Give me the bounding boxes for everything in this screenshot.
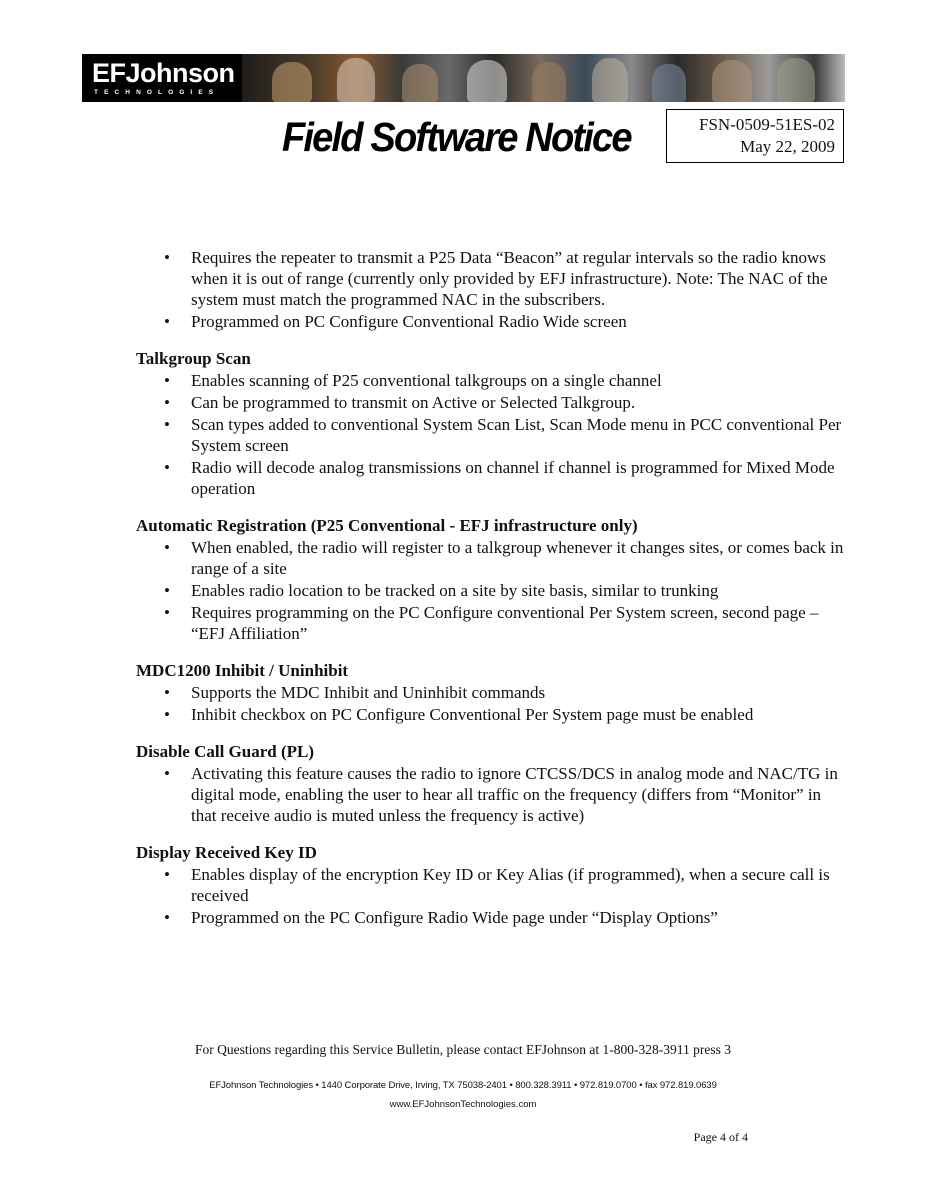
logo-text: EFJohnson bbox=[92, 58, 235, 88]
section-heading: Talkgroup Scan bbox=[136, 349, 251, 368]
bullet-item: • Programmed on the PC Configure Radio Wide page under “Display Options” bbox=[136, 907, 846, 928]
bullet-item: • When enabled, the radio will register to a talkgroup whenever it changes sites, or comes back in range of a site bbox=[136, 537, 846, 579]
notice-id-box bbox=[666, 109, 844, 163]
section-mdc1200 bbox=[136, 660, 846, 725]
document-title: Field Software Notice bbox=[282, 114, 631, 160]
section-heading: MDC1200 Inhibit / Uninhibit bbox=[136, 661, 349, 680]
bullet-item: • Enables scanning of P25 conventional talkgroups on a single channel bbox=[136, 370, 846, 391]
bullet-list bbox=[136, 370, 846, 499]
bullet-item: • Supports the MDC Inhibit and Uninhibit commands bbox=[136, 682, 846, 703]
section-talkgroup-scan bbox=[136, 348, 846, 499]
bullet-item: • Enables radio location to be tracked on a site by site basis, similar to trunking bbox=[136, 580, 846, 601]
bullet-item: • Scan types added to conventional System Scan List, Scan Mode menu in PCC conventional Per System screen bbox=[136, 414, 846, 456]
notice-date: May 22, 2009 bbox=[740, 137, 835, 156]
bullet-item: • Activating this feature causes the radio to ignore CTCSS/DCS in analog mode and NAC/TG in digital mode, enabling the user to hear all traffic on the frequency (differs from “Monitor” in that receive audio is muted unless the frequency is active) bbox=[136, 763, 846, 826]
footer-address: EFJohnson Technologies • 1440 Corporate Drive, Irving, TX 75038-2401 • 800.328.3911 • 972.819.0700 • fax 972.819.0639 bbox=[209, 1080, 717, 1091]
bullet-list bbox=[136, 247, 846, 332]
bullet-item: • Enables display of the encryption Key ID or Key Alias (if programmed), when a secure call is received bbox=[136, 864, 846, 906]
notice-number: FSN-0509-51ES-02 bbox=[698, 115, 835, 134]
bullet-list bbox=[136, 864, 846, 928]
bullet-item: • Programmed on PC Configure Conventional Radio Wide screen bbox=[136, 311, 846, 332]
document-body bbox=[136, 246, 846, 928]
footer-contact: For Questions regarding this Service Bulletin, please contact EFJohnson at 1-800-328-3911 press 3 bbox=[194, 1042, 732, 1057]
banner-photo-strip bbox=[242, 54, 845, 102]
bullet-item: • Requires the repeater to transmit a P25 Data “Beacon” at regular intervals so the radio knows when it is out of range (currently only provided by EFJ infrastructure). Note: The NAC of the system must match the programmed NAC in the subscribers. bbox=[136, 247, 846, 310]
section-disable-call-guard bbox=[136, 741, 846, 826]
bullet-list bbox=[136, 682, 846, 725]
company-logo bbox=[82, 54, 242, 102]
bullet-list bbox=[136, 763, 846, 826]
section-heading: Disable Call Guard (PL) bbox=[136, 742, 315, 761]
section-display-key-id bbox=[136, 842, 846, 928]
bullet-item: • Inhibit checkbox on PC Configure Conventional Per System page must be enabled bbox=[136, 704, 846, 725]
section-automatic-registration bbox=[136, 515, 846, 644]
bullet-item: • Can be programmed to transmit on Active or Selected Talkgroup. bbox=[136, 392, 846, 413]
bullet-list bbox=[136, 537, 846, 644]
bullet-item: • Radio will decode analog transmissions on channel if channel is programmed for Mixed Mode operation bbox=[136, 457, 846, 499]
section-heading: Display Received Key ID bbox=[136, 843, 317, 862]
logo-subtext: TECHNOLOGIES bbox=[94, 89, 220, 96]
page-number: Page 4 of 4 bbox=[693, 1130, 748, 1144]
bullet-item: • Requires programming on the PC Configure conventional Per System screen, second page – “EFJ Affiliation” bbox=[136, 602, 846, 644]
section-beacon bbox=[136, 247, 846, 332]
footer-website-link[interactable]: www.EFJohnsonTechnologies.com bbox=[389, 1099, 537, 1110]
header-banner bbox=[82, 54, 845, 102]
section-heading: Automatic Registration (P25 Conventional - EFJ infrastructure only) bbox=[136, 516, 638, 535]
